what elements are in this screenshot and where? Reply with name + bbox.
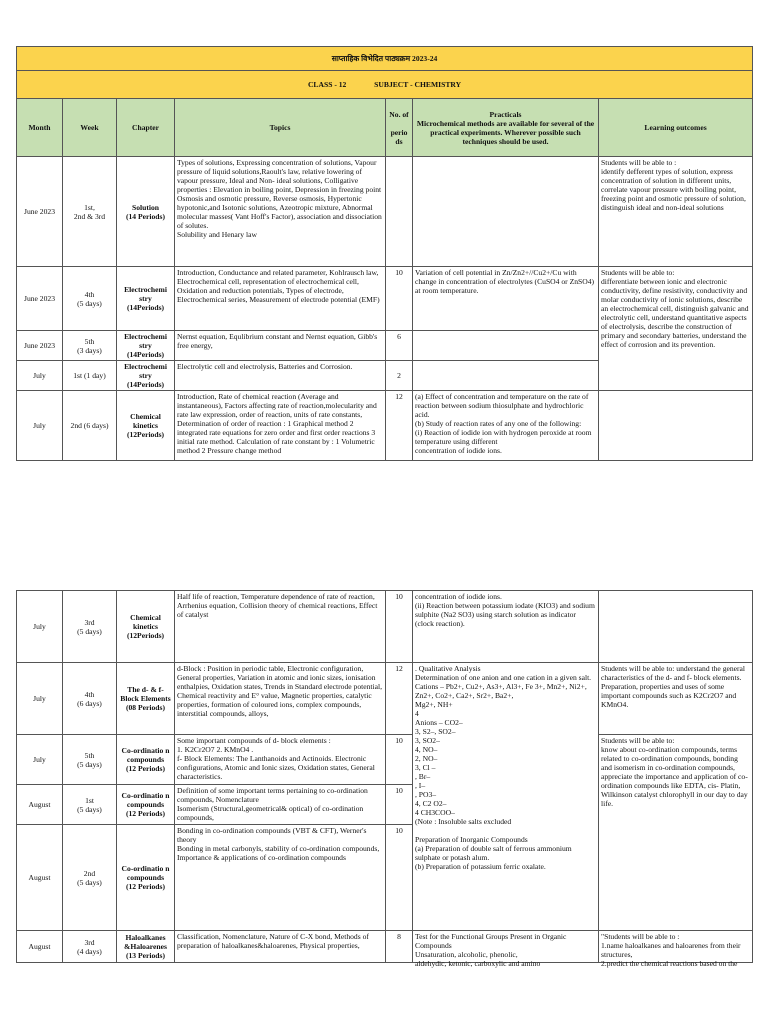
col-header-month: Month xyxy=(17,99,63,157)
week-cell: 1st (5 days) xyxy=(63,785,117,825)
table-row xyxy=(17,157,753,267)
month-cell: June 2023 xyxy=(17,331,63,361)
month-cell: July xyxy=(17,735,63,785)
periods-cell: 2 xyxy=(386,361,413,391)
practicals-cell xyxy=(413,361,599,391)
topics-cell: Introduction, Rate of chemical reaction (Average and instantaneous), Factors affecting rate of reaction,molecularity and rate law expression, order of reaction, units of rate constants, Determination of order of reaction : 1 Graphical method 2 integrated rate equations for zero order and first order reactions 3 initial rate method. Calculation of rate constant by : 1 Volumetric method 2 Pressure change method xyxy=(175,391,386,461)
outcomes-cell: Students will be able to : identify defferent types of solution, express concentration of solution in different units, correlate vapour pressure with boiling point, freezing point and osmotic pressure of solution, distinguish ideal and non-ideal solutions xyxy=(599,157,753,267)
col-header-week: Week xyxy=(63,99,117,157)
week-cell: 2nd (6 days) xyxy=(63,391,117,461)
practicals-cell-text: Test for the Functional Groups Present in Organic Compounds Unsaturation, alcoholic, phenolic, aldehydic, ketonic, carboxylic and amino xyxy=(415,932,567,968)
practicals-cell: concentration of iodide ions. (ii) Reaction between potassium iodate (KIO3) and sodium sulphite (Na2 SO3) using starch solution as indicator (clock reaction). xyxy=(413,591,599,663)
month-cell: July xyxy=(17,391,63,461)
month-cell: August xyxy=(17,931,63,963)
month-cell: August xyxy=(17,785,63,825)
month-cell: July xyxy=(17,591,63,663)
topics-cell: d-Block : Position in periodic table, Electronic configuration, General properties, Variation in atomic and ionic sizes, ionisation enthalpies, Oxidation states, Trends in Standard electrode potential, Chemical reactivity and E° value, Magnetic properties, catalytic properties, formation of coloured ions, complex compounds, interstitial compounds, alloys, xyxy=(175,663,386,735)
col-header-outcomes: Learning outcomes xyxy=(599,99,753,157)
topics-cell: Classification, Nomenclature, Nature of C-X bond, Methods of preparation of haloalkanes&haloarenes, Physical properties, xyxy=(175,931,386,963)
periods-cell: 10 xyxy=(386,267,413,331)
week-cell: 3rd (5 days) xyxy=(63,591,117,663)
chapter-cell: Co-ordinatio n compounds (12 Periods) xyxy=(117,825,175,931)
week-cell: 2nd (5 days) xyxy=(63,825,117,931)
topics-cell: Half life of reaction, Temperature dependence of rate of reaction, Arrhenius equation, Collision theory of chemical reactions, Effect of catalyst xyxy=(175,591,386,663)
chapter-cell: Chemical kinetics (12Periods) xyxy=(117,391,175,461)
table-row xyxy=(17,391,753,461)
table-row xyxy=(17,735,753,785)
week-cell: 4th (6 days) xyxy=(63,663,117,735)
outcomes-cell-text: "Students will be able to : 1.name haloalkanes and haloarenes from their structures, 2.predict the chemical reactions based on the xyxy=(601,932,741,968)
week-cell: 5th (3 days) xyxy=(63,331,117,361)
periods-cell: 10 xyxy=(386,825,413,931)
chapter-cell: Electrochemi stry (14Periods) xyxy=(117,361,175,391)
topics-cell: Definition of some important terms pertaining to co-ordination compounds, Nomenclature Isomerism (Structural,geometrical& optical) of co-ordination compounds, xyxy=(175,785,386,825)
month-cell: June 2023 xyxy=(17,267,63,331)
chapter-cell: Electrochemi stry (14Periods) xyxy=(117,267,175,331)
week-cell: 3rd (4 days) xyxy=(63,931,117,963)
periods-cell: 10 xyxy=(386,591,413,663)
week-cell: 5th (5 days) xyxy=(63,735,117,785)
practicals-cell xyxy=(413,931,599,968)
outcomes-cell: Students will be able to: understand the general characteristics of the d- and f- block elements. Preparation, properties and uses of some important compounds such as K2Cr2O7 and KMnO4. xyxy=(599,663,753,735)
chapter-cell: Electrochemi stry (14Periods) xyxy=(117,331,175,361)
periods-cell: 12 xyxy=(386,663,413,735)
week-cell: 1st (1 day) xyxy=(63,361,117,391)
chapter-cell: Solution (14 Periods) xyxy=(117,157,175,267)
topics-cell: Electrolytic cell and electrolysis, Batteries and Corrosion. xyxy=(175,361,386,391)
periods-cell: 10 xyxy=(386,735,413,785)
class-subject-header xyxy=(17,71,753,99)
practicals-cell: . Qualitative Analysis Determination of one anion and one cation in a given salt. Cations – Pb2+, Cu2+, As3+, Al3+, Fe 3+, Mn2+, Ni2+, Zn2+, Co2+, Ca2+, Sr2+, Ba2+, Mg2+, NH+ 4 Anions – CO2– 3, S2–, SO2– 3, SO2– 4, NO– 2, NO– 3, Cl – , Br– , I– , PO3– 4, C2 O2– 4 CH3COO– (Note : Insoluble salts excluded Preparation of Inorganic Compounds (a) Preparation of double salt of ferrous ammonium sulphate or potash alum. (b) Preparation of potassium ferric oxalate. xyxy=(413,663,599,931)
chapter-cell: Co-ordinatio n compounds (12 Periods) xyxy=(117,785,175,825)
topics-cell: Nernst equation, Equlibrium constant and Nernst equation, Gibb's free energy, xyxy=(175,331,386,361)
table-row xyxy=(17,267,753,331)
periods-cell: 6 xyxy=(386,331,413,361)
periods-cell: 10 xyxy=(386,785,413,825)
col-header-practicals: Practicals Microchemical methods are available for several of the practical experiments. Wherever possible such techniques should be used. xyxy=(413,99,599,157)
chapter-cell: Chemical kinetics (12Periods) xyxy=(117,591,175,663)
week-cell: 4th (5 days) xyxy=(63,267,117,331)
practicals-cell xyxy=(413,331,599,361)
outcomes-cell xyxy=(599,391,753,461)
chapter-cell: Haloalkanes &Haloarenes (13 Periods) xyxy=(117,931,175,963)
topics-cell: Types of solutions, Expressing concentration of solutions, Vapour pressure of liquid solutions,Raoult's law, relative lowering of vapour pressure, Ideal and Non- ideal solutions, Colligative properties : Elevation in boiling point, Depression in freezing point Osmosis and osmotic pressure, Reverse osmosis, Hypertonic hypotonic,and Isotonic solutions, Azeotropic mixture, Abnormal molecular masses( Vant Hoff's Factor), association and dissociation of solutes. Solubility and Henary law xyxy=(175,157,386,267)
practicals-cell-text: (a) Effect of concentration and temperature on the rate of reaction between sodium thiosulphate and hydrochloric acid. (b) Study of reaction rates of any one of the following: (i) Reaction of iodide ion with hydrogen peroxide at room temperature using different concentration of iodide ions. xyxy=(415,392,592,455)
table-row xyxy=(17,931,753,963)
month-cell: July xyxy=(17,361,63,391)
col-header-periods: No. of perio ds xyxy=(386,99,413,157)
month-cell: July xyxy=(17,663,63,735)
topics-cell: Some important compounds of d- block elements : 1. K2Cr2O7 2. KMnO4 . f- Block Elements: The Lanthanoids and Actinoids. Electronic configurations, Atomic and Ionic sizes, Oxidation states, General characteristics. xyxy=(175,735,386,785)
chapter-cell: Co-ordinatio n compounds (12 Periods) xyxy=(117,735,175,785)
col-header-chapter: Chapter xyxy=(117,99,175,157)
chapter-cell: The d- & f-Block Elements (08 Periods) xyxy=(117,663,175,735)
outcomes-cell xyxy=(599,591,753,663)
syllabus-table-page-2 xyxy=(16,590,753,968)
practicals-cell xyxy=(413,391,599,461)
periods-cell: 12 xyxy=(386,391,413,461)
week-cell: 1st, 2nd & 3rd xyxy=(63,157,117,267)
col-header-topics: Topics xyxy=(175,99,386,157)
practicals-cell: Variation of cell potential in Zn/Zn2+//Cu2+/Cu with change in concentration of electrolytes (CuSO4 or ZnSO4) at room temperature. xyxy=(413,267,599,331)
table-row xyxy=(17,663,753,735)
syllabus-table-page-1 xyxy=(16,46,753,461)
topics-cell: Introduction, Conductance and related parameter, Kohlrausch law, Electrochemical cell, representation of electrochemical cell, Oxidation and reduction potentials, Types of electrode, Electrochemical series, Measurement of electrode potential (EMF) xyxy=(175,267,386,331)
class-label: CLASS - 12 xyxy=(307,80,347,89)
practicals-cell xyxy=(413,157,599,267)
month-cell: June 2023 xyxy=(17,157,63,267)
month-cell: August xyxy=(17,825,63,931)
subject-label: SUBJECT - CHEMISTRY xyxy=(374,80,462,89)
outcomes-cell: Students will be able to: differentiate between ionic and electronic conductivity, define resistivity, conductivity and molar conductivity of ionic solutions, describe an electrochemical cell, distinguish galvanic and electrolytic cell, understand quantitative aspects of electrolysis, describe the construction of primary and secondary batteries, understand the effect of corrosion and its prevention. xyxy=(599,267,753,391)
topics-cell: Bonding in co-ordination compounds (VBT & CFT), Werner's theory Bonding in metal carbonyls, stability of co-ordination compounds, Importance & applications of co-ordination compounds xyxy=(175,825,386,931)
periods-cell xyxy=(386,157,413,267)
outcomes-cell xyxy=(599,931,753,968)
outcomes-cell: Students will be able to: know about co-ordination compounds, terms related to co-ordination compounds, bonding and isomerism in co-ordination compounds, appreciate the importance and application of co-ordination compounds like EDTA, cis- Platin, Wilkinson catalyst chlorophyll in our day to day life. xyxy=(599,735,753,931)
periods-cell: 8 xyxy=(386,931,413,963)
syllabus-title: साप्ताहिक विभेदित पाठ्यक्रम 2023-24 xyxy=(17,47,753,71)
table-row xyxy=(17,591,753,663)
